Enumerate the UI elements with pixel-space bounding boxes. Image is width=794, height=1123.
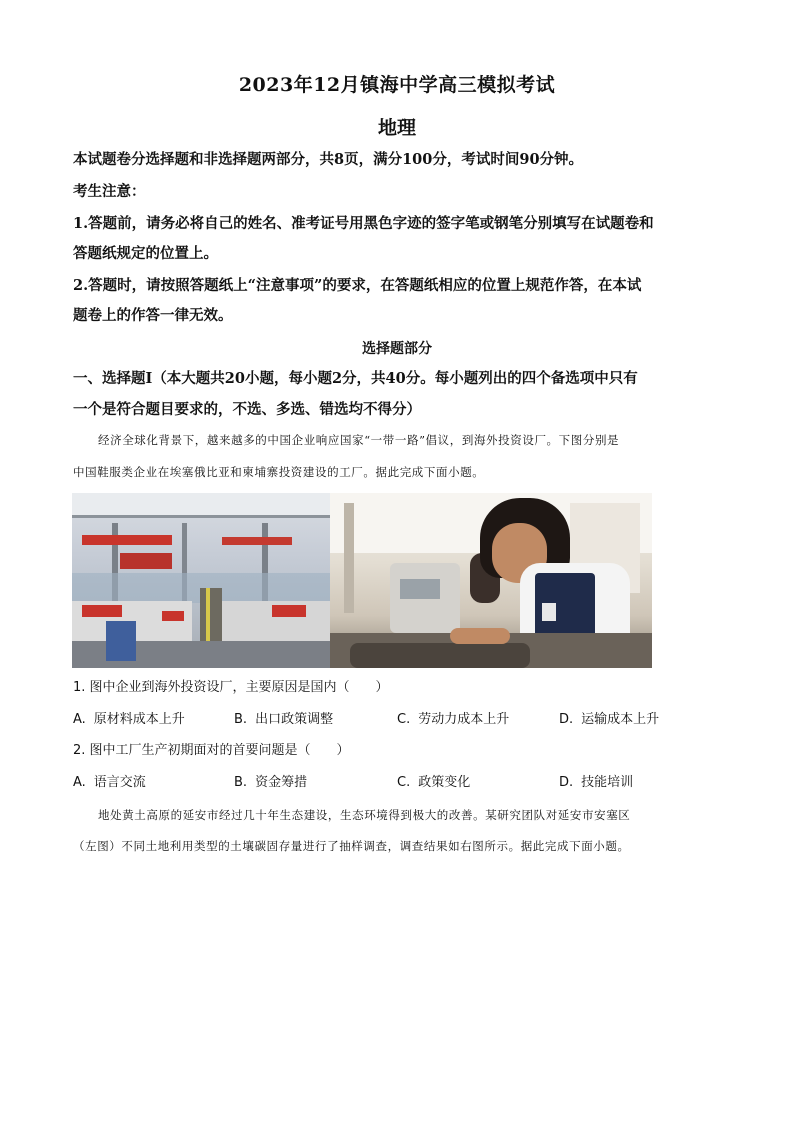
part-instructions-line-1: 一、选择题Ⅰ（本大题共20小题，每小题2分，共40分。每小题列出的四个备选项中只有: [73, 370, 638, 387]
passage-2-line-1: 地处黄土高原的延安市经过几十年生态建设，生态环境得到极大的改善。某研究团队对延安市安塞区: [98, 808, 631, 822]
rule-2-line-2: 题卷上的作答一律无效。: [73, 307, 233, 324]
option-text: 出口政策调整: [255, 712, 334, 727]
exam-title: 2023年12月镇海中学高三模拟考试: [238, 74, 556, 96]
question-1-option-c[interactable]: [397, 711, 509, 729]
question-2-stem: 2. 图中工厂生产初期面对的首要问题是（ ）: [73, 743, 350, 758]
question-1-stem: 1. 图中企业到海外投资设厂，主要原因是国内（ ）: [73, 680, 389, 695]
question-1-option-d[interactable]: [559, 711, 659, 729]
option-text: 语言交流: [93, 775, 146, 790]
option-text: 原材料成本上升: [93, 712, 185, 727]
question-1-option-a[interactable]: [73, 711, 185, 729]
option-letter: C.: [397, 712, 411, 727]
option-letter: D.: [559, 775, 574, 790]
option-text: 资金筹措: [255, 775, 308, 790]
notice-heading: 考生注意：: [73, 183, 146, 200]
rule-2-line-1: 2.答题时，请按照答题纸上“注意事项”的要求，在答题纸相应的位置上规范作答，在本试: [73, 277, 642, 294]
rule-1-line-1: 1.答题前，请务必将自己的姓名、准考证号用黑色字迹的签字笔或钢笔分别填写在试题卷和: [73, 215, 654, 232]
rule-1-line-2: 答题纸规定的位置上。: [73, 245, 218, 262]
part-instructions-line-2: 一个是符合题目要求的，不选、多选、错选均不得分）: [73, 401, 421, 418]
question-2-option-a[interactable]: [73, 774, 146, 792]
option-text: 劳动力成本上升: [418, 712, 510, 727]
question-2-option-d[interactable]: [559, 774, 633, 792]
passage-1-line-2: 中国鞋服类企业在埃塞俄比亚和柬埔寨投资建设的工厂。据此完成下面小题。: [73, 465, 485, 479]
sewing-worker-photo: [330, 493, 652, 668]
question-1-option-b[interactable]: [234, 711, 333, 729]
factory-floor-photo: [72, 493, 330, 668]
option-text: 运输成本上升: [581, 712, 660, 727]
option-letter: A.: [73, 775, 86, 790]
passage-1-line-1: 经济全球化背景下，越来越多的中国企业响应国家“一带一路”倡议，到海外投资设厂。下图分别是: [98, 433, 620, 447]
option-letter: C.: [397, 775, 411, 790]
option-letter: B.: [234, 775, 248, 790]
option-text: 政策变化: [418, 775, 471, 790]
question-2-option-c[interactable]: [397, 774, 470, 792]
subject-title: 地理: [377, 117, 416, 139]
option-text: 技能培训: [581, 775, 634, 790]
option-letter: B.: [234, 712, 248, 727]
section-heading: 选择题部分: [362, 341, 432, 357]
question-2-option-b[interactable]: [234, 774, 307, 792]
option-letter: A.: [73, 712, 86, 727]
option-letter: D.: [559, 712, 574, 727]
intro-line: 本试题卷分选择题和非选择题两部分，共8页，满分100分，考试时间90分钟。: [73, 151, 584, 168]
passage-2-line-2: （左图）不同土地利用类型的土壤碳固存量进行了抽样调查，调查结果如右图所示。据此完成下面小题。: [73, 839, 630, 853]
